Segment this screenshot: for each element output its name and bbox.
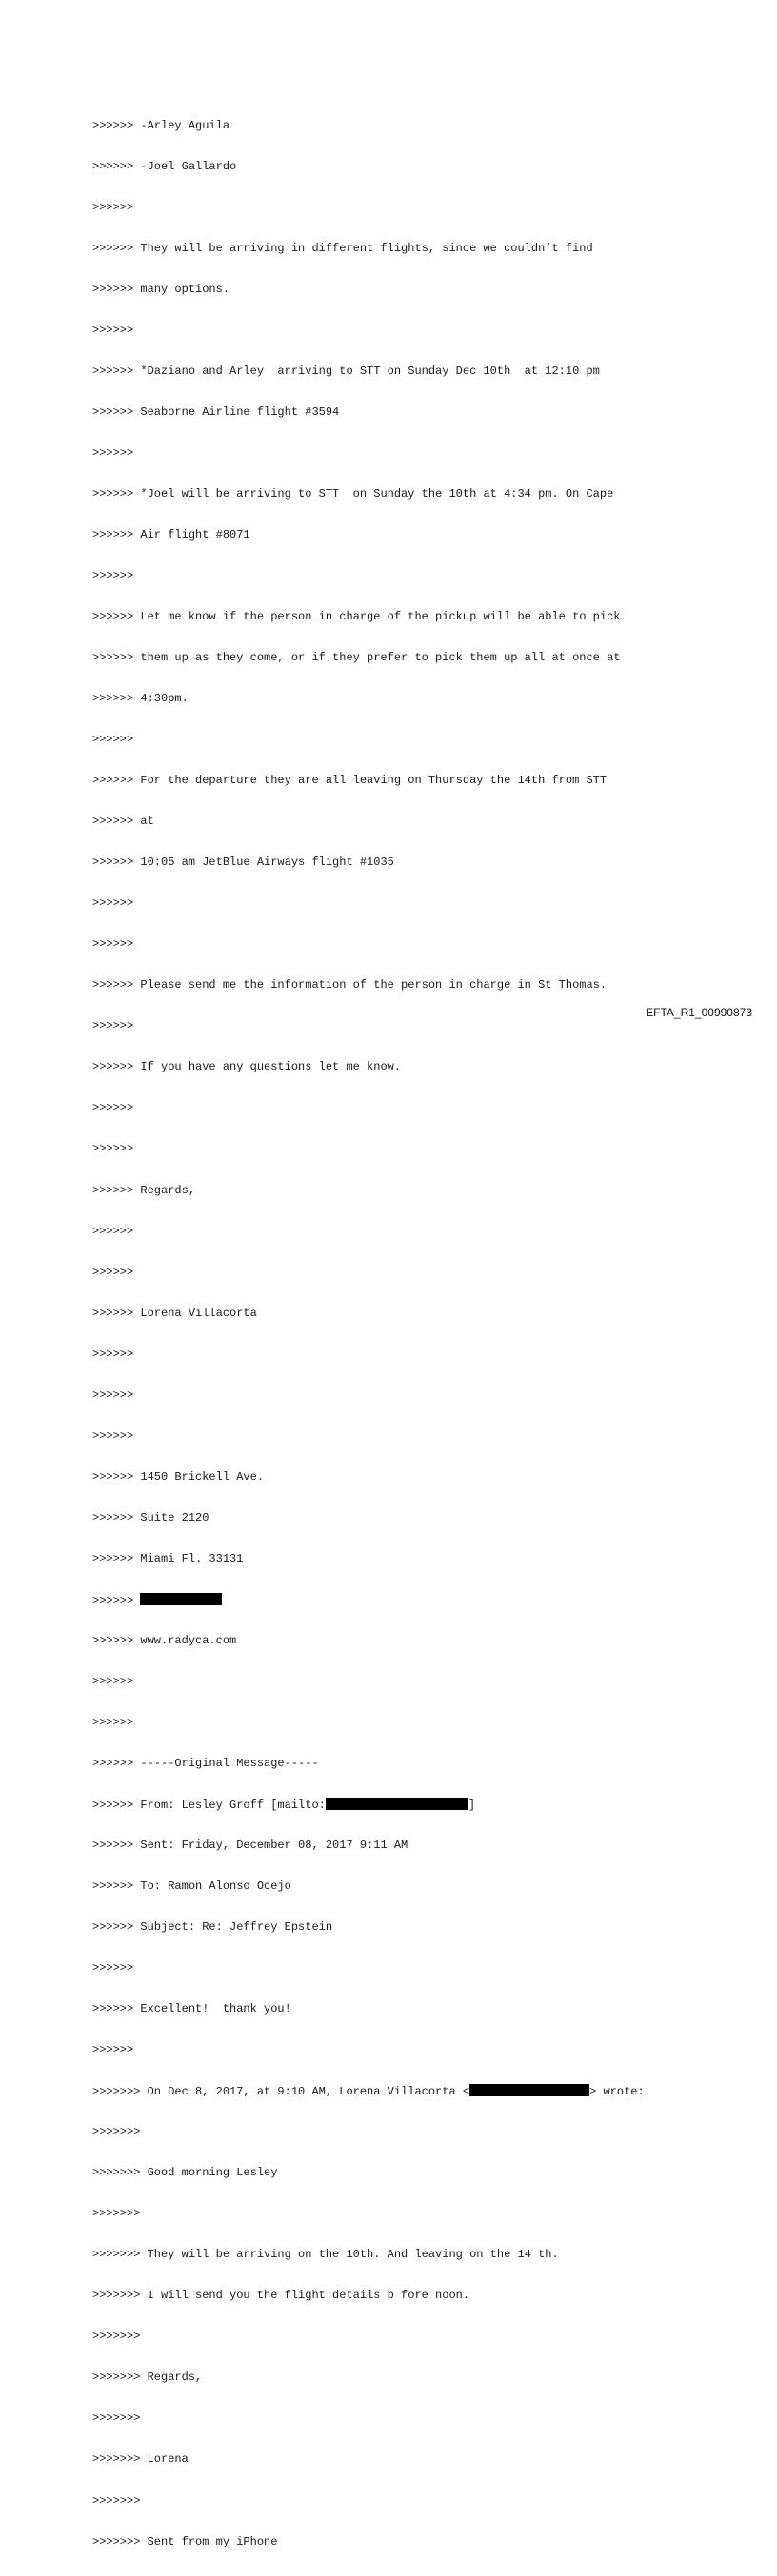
email-line: >>>>>>> — [92, 2330, 141, 2344]
email-line: >>>>>> Please send me the information of the person in charge in St Thomas. — [92, 978, 608, 993]
email-line: >>>>>>> Lorena — [92, 2452, 189, 2467]
email-line: >>>>>> Suite 2120 — [92, 1510, 209, 1524]
email-line: >>>>>> -----Original Message----- — [92, 1756, 319, 1770]
email-line: >>>>>>> Good morning Lesley — [92, 2166, 278, 2180]
email-line: >>>>>> 4:30pm. — [92, 692, 189, 706]
email-line: >>>>>> www.radyca.com — [92, 1633, 237, 1647]
email-line-tail: > wrote: — [589, 2085, 645, 2099]
email-body — [92, 91, 645, 2576]
email-line: >>>>>> — [92, 937, 134, 952]
email-line: >>>>>> them up as they come, or if they prefer to pick them up all at once at — [92, 651, 621, 665]
email-line-prefix: >>>>>> — [92, 1593, 141, 1607]
email-line: >>>>>> — [92, 200, 134, 214]
email-line: >>>>>> Excellent! thank you! — [92, 2002, 291, 2016]
email-line: >>>>>> -Joel Gallardo — [92, 159, 237, 173]
email-line: >>>>>> — [92, 896, 134, 911]
email-line: >>>>>> — [92, 2043, 134, 2057]
email-line: >>>>>> — [92, 1142, 134, 1156]
email-line-tail: ] — [468, 1798, 476, 1812]
email-line: >>>>>> — [92, 1674, 134, 1688]
email-line: >>>>>>> — [92, 2125, 141, 2139]
email-line: >>>>>> Let me know if the person in charge of the pickup will be able to pick — [92, 610, 621, 624]
redaction-bar — [326, 1798, 468, 1810]
email-line: >>>>>> — [92, 1961, 134, 1976]
email-line-from — [92, 1798, 645, 1811]
email-line: >>>>>> — [92, 733, 134, 747]
email-line: >>>>>> Air flight #8071 — [92, 528, 250, 541]
email-line: >>>>>> Regards, — [92, 1183, 196, 1197]
email-line: >>>>>> Seaborne Airline flight #3594 — [92, 404, 340, 419]
email-line: >>>>>> -Arley Aguila — [92, 118, 230, 132]
email-line: >>>>>> — [92, 1387, 134, 1402]
email-line: >>>>>> To: Ramon Alonso Ocejo — [92, 1879, 291, 1894]
redaction-bar — [140, 1593, 222, 1605]
email-line-prefix: >>>>>>> On Dec 8, 2017, at 9:10 AM, Lorena Villacorta < — [92, 2085, 470, 2099]
email-line: >>>>>> *Joel will be arriving to STT on Sunday the 10th at 4:34 pm. On Cape — [92, 486, 614, 501]
email-line: >>>>>> *Daziano and Arley arriving to STT on Sunday Dec 10th at 12:10 pm — [92, 364, 600, 378]
email-line: >>>>>> — [92, 1019, 134, 1033]
email-line: >>>>>> — [92, 1101, 134, 1115]
email-line-prefix: >>>>>> From: Lesley Groff [mailto: — [92, 1798, 326, 1812]
email-line: >>>>>> — [92, 569, 134, 583]
email-line: >>>>>> Subject: Re: Jeffrey Epstein — [92, 1920, 333, 1935]
email-line: >>>>>> many options. — [92, 282, 230, 296]
email-line: >>>>>> For the departure they are all leaving on Thursday the 14th from STT — [92, 774, 608, 788]
email-line: >>>>>>> — [92, 2493, 141, 2507]
email-line: >>>>>> They will be arriving in different flights, since we couldn’t find — [92, 241, 593, 255]
email-line: >>>>>>> They will be arriving on the 10th. And leaving on the 14 th. — [92, 2248, 559, 2262]
email-line: >>>>>> 1450 Brickell Ave. — [92, 1469, 265, 1484]
email-line: >>>>>> — [92, 323, 134, 337]
email-line: >>>>>> — [92, 1224, 134, 1238]
email-line: >>>>>> — [92, 1265, 134, 1279]
email-line: >>>>>> at — [92, 815, 154, 829]
email-line: >>>>>> — [92, 1715, 134, 1729]
email-line: >>>>>> — [92, 1347, 134, 1361]
email-line: >>>>>>> Regards, — [92, 2370, 203, 2385]
email-line: >>>>>>> Sent from my iPhone — [92, 2534, 278, 2548]
email-line: >>>>>>> I will send you the flight details b fore noon. — [92, 2289, 470, 2303]
email-line-redacted-phone — [92, 1593, 645, 1606]
email-line: >>>>>> 10:05 am JetBlue Airways flight #1035 — [92, 855, 394, 870]
email-line: >>>>>> Lorena Villacorta — [92, 1306, 257, 1320]
email-line: >>>>>> — [92, 445, 134, 460]
email-line: >>>>>> Sent: Friday, December 08, 2017 9:11 AM — [92, 1839, 408, 1852]
email-line: >>>>>> If you have any questions let me know. — [92, 1060, 402, 1074]
email-line: >>>>>>> — [92, 2207, 141, 2221]
document-id-footer: EFTA_R1_00990873 — [646, 1006, 752, 1019]
email-line: >>>>>> — [92, 1428, 134, 1443]
email-line: >>>>>> Miami Fl. 33131 — [92, 1551, 244, 1565]
email-line: >>>>>>> — [92, 2411, 141, 2426]
email-line-quoted-header — [92, 2084, 645, 2097]
redaction-bar — [469, 2084, 589, 2096]
